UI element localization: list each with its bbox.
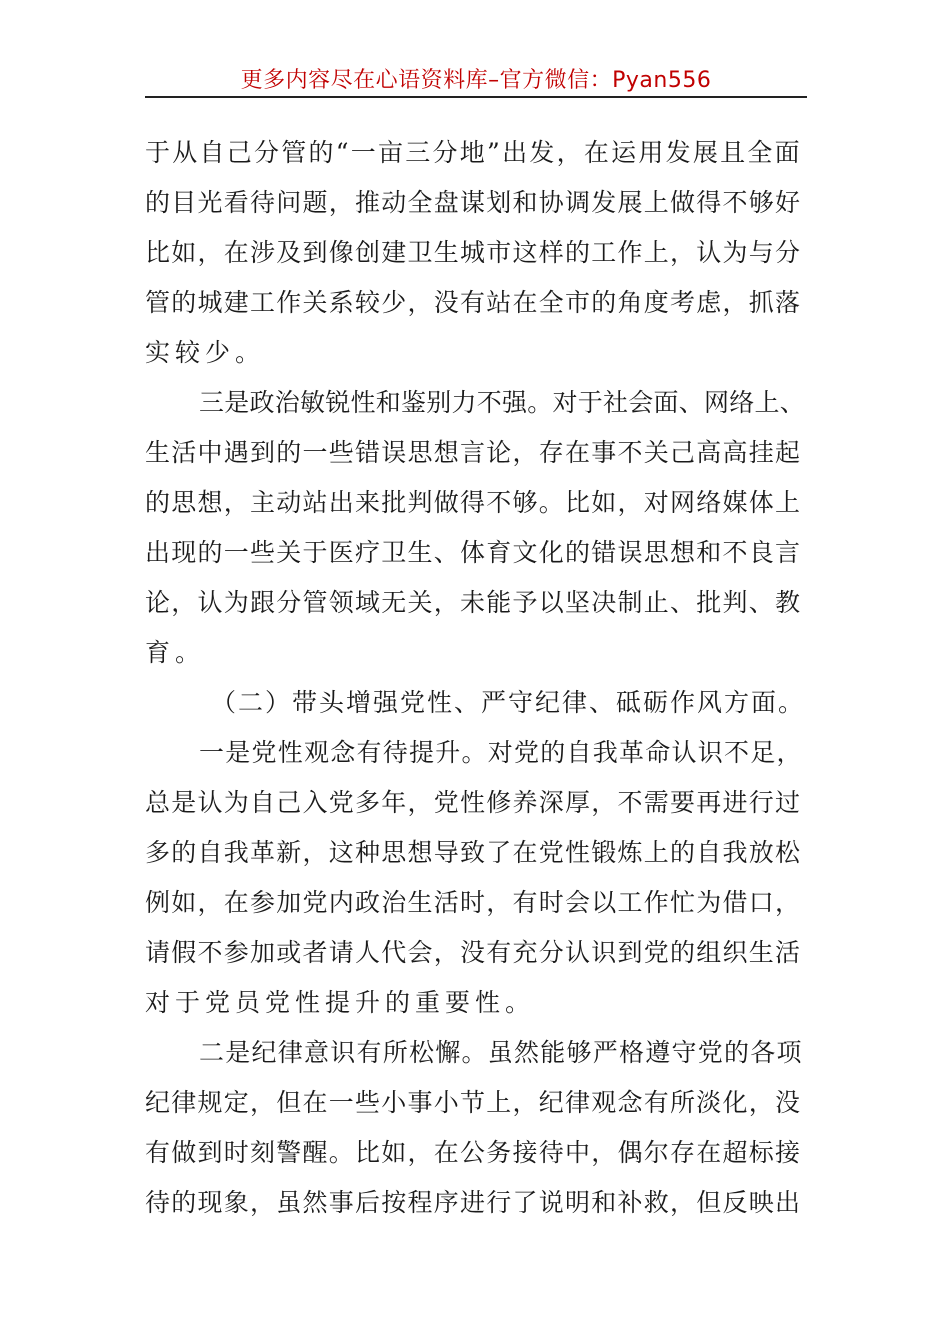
text-line: 多的自我革新，这种思想导致了在党性锻炼上的自我放松 xyxy=(145,838,802,867)
document-body xyxy=(145,128,807,1228)
text-line: 待的现象，虽然事后按程序进行了说明和补救，但反映出 xyxy=(145,1188,802,1217)
text-line: 出现的一些关于医疗卫生、体育文化的错误思想和不良言 xyxy=(145,538,802,567)
text-line: 请假不参加或者请人代会，没有充分认识到党的组织生活 xyxy=(145,938,802,967)
text-line: 纪律规定，但在一些小事小节上，纪律观念有所淡化，没 xyxy=(145,1088,802,1117)
text-line: 比如，在涉及到像创建卫生城市这样的工作上，认为与分 xyxy=(145,238,802,267)
text-line: 生活中遇到的一些错误思想言论，存在事不关己高高挂起 xyxy=(145,438,802,467)
page-header-banner: 更多内容尽在心语资料库–官方微信：Pyan556 xyxy=(240,68,712,93)
paragraph-start-line: 一是党性观念有待提升。对党的自我革命认识不足， xyxy=(199,738,803,767)
text-line: 于从自己分管的“一亩三分地”出发，在运用发展且全面 xyxy=(145,138,802,167)
text-line: 的目光看待问题，推动全盘谋划和协调发展上做得不够好 xyxy=(145,188,802,217)
paragraph-start-line: 三是政治敏锐性和鉴别力不强。对于社会面、网络上、 xyxy=(199,388,806,417)
text-line: 总是认为自己入党多年，党性修养深厚，不需要再进行过 xyxy=(145,788,802,817)
text-line: 论，认为跟分管领域无关，未能予以坚决制止、批判、教 xyxy=(145,588,802,617)
text-line: 例如，在参加党内政治生活时，有时会以工作忙为借口， xyxy=(145,888,802,917)
text-line: 管的城建工作关系较少，没有站在全市的角度考虑，抓落 xyxy=(145,288,802,317)
text-line: 的思想，主动站出来批判做得不够。比如，对网络媒体上 xyxy=(145,488,802,517)
text-line: 有做到时刻警醒。比如，在公务接待中，偶尔存在超标接 xyxy=(145,1138,802,1167)
paragraph-start-line: 二是纪律意识有所松懈。虽然能够严格遵守党的各项 xyxy=(199,1038,803,1067)
text-line: 育。 xyxy=(145,638,206,667)
text-line: 实较少。 xyxy=(145,338,266,367)
text-line: 对于党员党性提升的重要性。 xyxy=(145,988,536,1017)
section-heading: （二）带头增强党性、严守纪律、砥砺作风方面。 xyxy=(211,688,806,717)
header-divider xyxy=(145,96,807,98)
